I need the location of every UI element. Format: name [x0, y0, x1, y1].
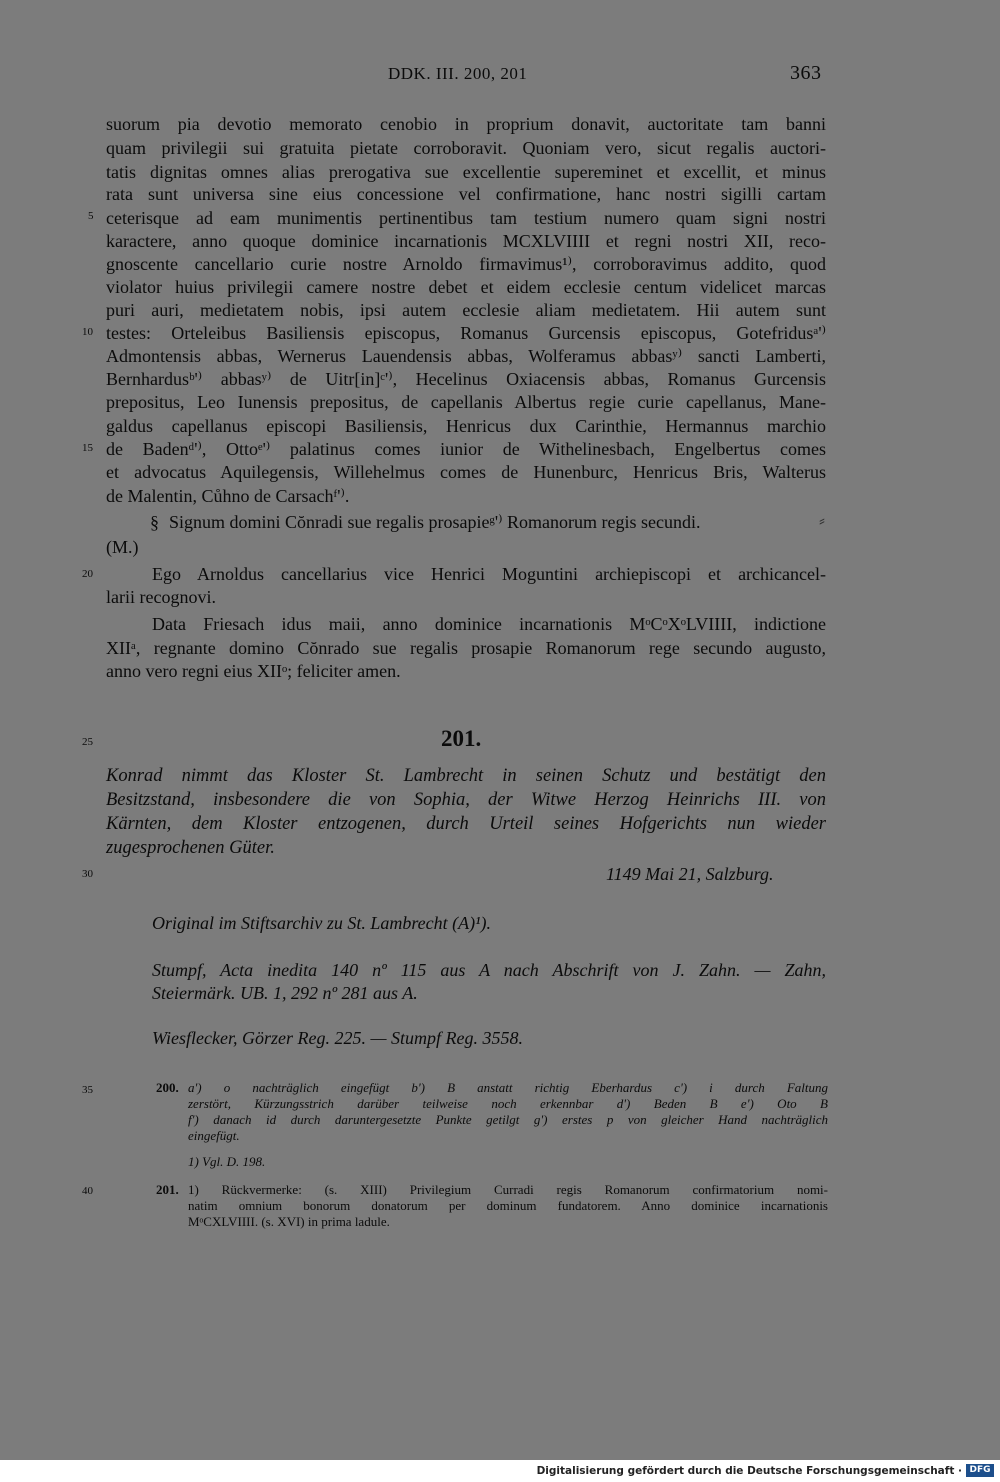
line-number: 10 — [82, 326, 93, 338]
line-number: 30 — [82, 868, 93, 880]
body-line: et advocatus Aquilegensis, Willehelmus comes de Hunenburc, Henricus Bris, Walterus — [106, 462, 826, 482]
monogram-label: (M.) — [106, 537, 139, 557]
monogram-mark-icon: ⸗ — [819, 510, 825, 530]
note-line: 1) Rückvermerke: (s. XIII) Privilegium Curradi regis Romanorum confirmatorium nomi- — [188, 1182, 828, 1197]
body-line: ceterisque ad eam munimentis pertinentibus tam testium numero quam signi nostri — [106, 208, 826, 228]
body-line: gnoscente cancellario curie nostre Arnoldo firmavimus¹⁾, corroboravimus addito, quod — [106, 254, 826, 274]
body-line: rata sunt universa sine eius concessione vel confirmatione, hanc nostri sigilli cartam — [106, 184, 826, 204]
datum-line: Data Friesach idus maii, anno dominice incarnationis MᵒCᵒXᵒLVIIII, indictione — [152, 614, 826, 634]
note-line: a') o nachträglich eingefügt b') B anstatt richtig Eberhardus c') i durch Faltung — [188, 1080, 828, 1095]
body-line: galdus capellanus episcopi Basiliensis, Henricus dux Carinthie, Hermannus marchio — [106, 416, 826, 436]
page-number: 363 — [790, 62, 822, 84]
date-place: 1149 Mai 21, Salzburg. — [606, 864, 774, 884]
line-number: 40 — [82, 1185, 93, 1197]
prints-line: Stumpf, Acta inedita 140 nº 115 aus A nach Abschrift von J. Zahn. — Zahn, — [152, 960, 826, 980]
body-line: prepositus, Leo Iunensis prepositus, de capellanis Albertus regie curie capellanus, Mane- — [106, 392, 826, 412]
line-number: 20 — [82, 568, 93, 580]
funding-credit: Digitalisierung gefördert durch die Deutsche Forschungsgemeinschaft · — [536, 1465, 962, 1477]
body-line: karactere, anno quoque dominice incarnationis MCXLVIIII et regni nostri XII, reco- — [106, 231, 826, 251]
body-line: puri auri, medietatem nobis, ipsi autem ecclesie aliam medietatem. Hii autem sunt — [106, 300, 826, 320]
regest-line: zugesprochenen Güter. — [106, 838, 275, 858]
prints-line: Steiermärk. UB. 1, 292 nº 281 aus A. — [152, 983, 418, 1003]
body-line: testes: Orteleibus Basiliensis episcopus, Romanus Gurcensis episcopus, Gotefridusᵃ'⁾ — [106, 323, 826, 343]
document-number: 201. — [441, 726, 482, 751]
signum-line: Signum domini Cŏnradi sue regalis prosapieᵍ'⁾ Romanorum regis secundi. — [169, 512, 701, 532]
note-line: MᵒCXLVIIII. (s. XVI) in prima ladule. — [188, 1214, 390, 1229]
body-line: suorum pia devotio memorato cenobio in proprium donavit, auctoritate tam banni — [106, 114, 826, 134]
notes-label: 200. — [156, 1080, 179, 1095]
line-number: 5 — [88, 210, 94, 222]
recognition-line: Ego Arnoldus cancellarius vice Henrici Moguntini archiepiscopi et archicancel- — [152, 564, 826, 584]
body-line: violator huius privilegii camere nostre debet et eidem ecclesie centum videlicet marcas — [106, 277, 826, 297]
body-line: tatis dignitas omnes alias prerogativa sue excellentie supereminet et excellit, et minus — [106, 162, 826, 182]
body-line: Bernhardusᵇ'⁾ abbasʸ⁾ de Uitr[in]ᶜ'⁾, Hecelinus Oxiacensis abbas, Romanus Gurcensis — [106, 369, 826, 389]
running-title: DDK. III. 200, 201 — [388, 64, 528, 83]
line-number: 35 — [82, 1084, 93, 1096]
body-line: Admontensis abbas, Wernerus Lauendensis abbas, Wolferamus abbasʸ⁾ sancti Lamberti, — [106, 346, 826, 366]
body-line: de Badenᵈ'⁾, Ottoᵉ'⁾ palatinus comes iunior de Withelinesbach, Engelbertus comes — [106, 439, 826, 459]
datum-line: XIIᵃ, regnante domino Cŏnrado sue regalis prosapie Romanorum rege secundo augusto, — [106, 638, 826, 658]
regest-line: Kärnten, dem Kloster entzogenen, durch Urteil seines Hofgerichts nun wieder — [106, 814, 826, 834]
tradition-line: Original im Stiftsarchiv zu St. Lambrecht (A)¹). — [152, 913, 492, 933]
note-line: natim omnium bonorum donatorum per dominum fundatorem. Anno dominice incarnationis — [188, 1198, 828, 1213]
regesta-line: Wiesflecker, Görzer Reg. 225. — Stumpf Reg. 3558. — [152, 1028, 523, 1048]
footnote: 1) Vgl. D. 198. — [188, 1154, 266, 1169]
regest-line: Konrad nimmt das Kloster St. Lambrecht in seinen Schutz und bestätigt den — [106, 766, 826, 786]
body-line: de Malentin, Cůhno de Carsachᶠ'⁾. — [106, 486, 350, 506]
body-line: quam privilegii sui gratuita pietate corroboravit. Quoniam vero, sicut regalis auctori- — [106, 138, 826, 158]
note-line: eingefügt. — [188, 1128, 240, 1143]
signum-cross-icon: § — [150, 512, 159, 532]
line-number: 25 — [82, 736, 93, 748]
datum-line: anno vero regni eius XIIᵒ; feliciter amen. — [106, 661, 401, 681]
note-line: f') danach id durch daruntergesetzte Punkte getilgt g') erstes p von gleicher Hand nachträglich — [188, 1112, 828, 1127]
note-line: zerstört, Kürzungsstrich darüber teilweise noch erkennbar d') Beden B e') Oto B — [188, 1096, 828, 1111]
recognition-line: larii recognovi. — [106, 587, 216, 607]
regest-line: Besitzstand, insbesondere die von Sophia, der Witwe Herzog Heinrichs III. von — [106, 790, 826, 810]
dfg-logo: DFG — [966, 1464, 994, 1477]
notes-label: 201. — [156, 1182, 179, 1197]
line-number: 15 — [82, 442, 93, 454]
digitization-footer — [0, 1460, 1000, 1482]
